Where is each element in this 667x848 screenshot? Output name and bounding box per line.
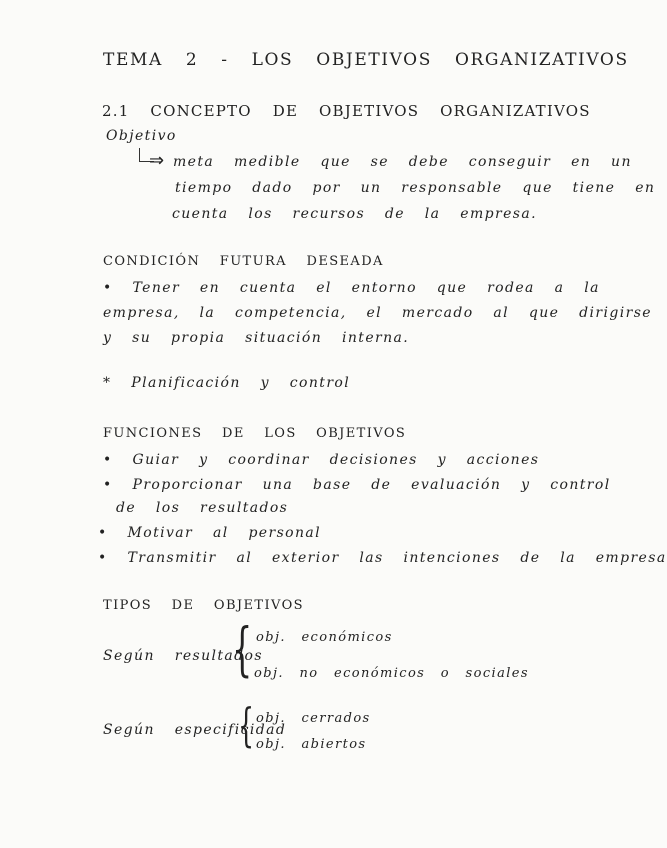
- section-heading: 2.1 CONCEPTO DE OBJETIVOS ORGANIZATIVOS: [102, 102, 591, 120]
- condicion-heading: CONDICIÓN FUTURA DESEADA: [103, 254, 384, 269]
- funcion-item-3: • Motivar al personal: [98, 525, 322, 541]
- segun-resultados-label: Según resultados: [103, 648, 263, 664]
- especificidad-option-1: obj. cerrados: [256, 711, 371, 726]
- resultados-option-1: obj. económicos: [256, 630, 393, 645]
- definition-line-2: tiempo dado por un responsable que tiene en: [175, 180, 656, 196]
- brace-especificidad-icon: {: [238, 698, 255, 752]
- resultados-option-2: obj. no económicos o sociales: [254, 666, 529, 681]
- arrow-icon: ⇒: [149, 150, 165, 171]
- funcion-item-2-cont: de los resultados: [116, 500, 289, 516]
- funcion-item-4: • Transmitir al exterior las intenciones de la empresa: [98, 550, 667, 566]
- funciones-heading: FUNCIONES DE LOS OBJETIVOS: [103, 426, 407, 441]
- condicion-line-1: • Tener en cuenta el entorno que rodea a la: [103, 280, 600, 296]
- condicion-line-2: empresa, la competencia, el mercado al que dirigirse: [103, 305, 652, 321]
- page-title: TEMA 2 - LOS OBJETIVOS ORGANIZATIVOS: [103, 50, 629, 70]
- definition-line-1: meta medible que se debe conseguir en un: [173, 154, 632, 170]
- funcion-item-2: • Proporcionar una base de evaluación y control: [103, 477, 611, 493]
- definition-line-3: cuenta los recursos de la empresa.: [172, 206, 537, 222]
- objetivo-label: Objetivo: [106, 128, 177, 144]
- condicion-line-3: y su propia situación interna.: [103, 330, 410, 346]
- funcion-item-1: • Guiar y coordinar decisiones y acciones: [103, 452, 540, 468]
- planificacion-note: * Planificación y control: [103, 375, 351, 391]
- tipos-heading: TIPOS DE OBJETIVOS: [103, 598, 304, 613]
- brace-resultados-icon: {: [232, 615, 253, 683]
- segun-especificidad-label: Según especificidad: [103, 722, 287, 738]
- especificidad-option-2: obj. abiertos: [256, 737, 367, 752]
